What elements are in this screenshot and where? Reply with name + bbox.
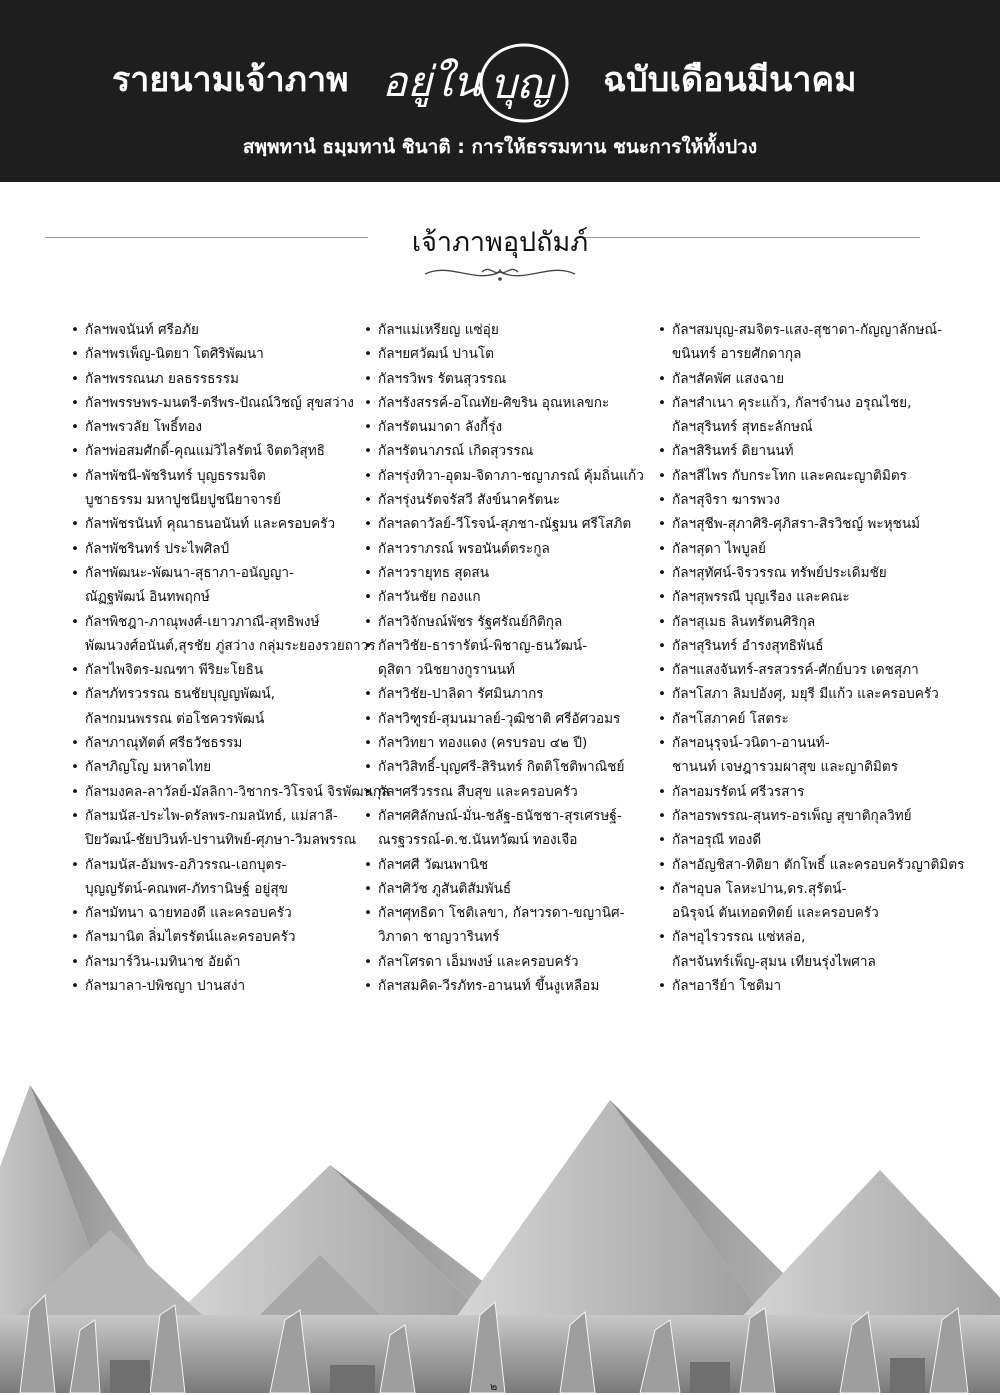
donor-entry bbox=[363, 974, 663, 998]
donor-name-line: • กัลฯพรวลัย โพธิ์ทอง bbox=[70, 415, 370, 439]
donor-name-continuation: อนิรุจน์ ตันเทอดทิตย์ และครอบครัว bbox=[672, 905, 879, 922]
donor-name-line: • กัลฯวิทยา ทองแดง (ครบรอบ ๔๒ ปี) bbox=[363, 731, 663, 755]
donor-name-line: • กัลฯวิชัย-ธารารัตน์-พิชาญ-ธนวัฒน์- bbox=[363, 634, 663, 658]
donor-entry bbox=[657, 464, 957, 488]
donor-entry bbox=[70, 561, 370, 610]
donor-entry bbox=[657, 804, 957, 828]
donor-name-line: • กัลฯพิชฎา-ภาณุพงศ์-เยาวภาณี-สุทธิพงษ์ bbox=[70, 610, 370, 634]
donor-name-line: • กัลฯสุพรรณี บุญเรือง และคณะ bbox=[657, 585, 957, 609]
donor-entry bbox=[70, 780, 390, 804]
donor-name-line: • กัลฯอุบล โลหะปาน,ดร.สุรัตน์- bbox=[657, 877, 957, 901]
pyramid-crystal-scenery bbox=[0, 1080, 1000, 1393]
donor-entry bbox=[363, 780, 663, 804]
donor-entry bbox=[363, 391, 663, 415]
donor-name-line: • กัลฯอมรรัตน์ ศรีวรสาร bbox=[657, 780, 957, 804]
donor-entry bbox=[657, 439, 957, 463]
donor-name-line: • กัลฯมาร์วิน-เมทินาช อัยด้า bbox=[70, 950, 370, 974]
donor-name-line: • กัลฯลดาวัลย์-วีโรจน์-สุภชา-ณัฐมน ศรีโสภิต bbox=[363, 512, 663, 536]
donor-entry bbox=[363, 877, 663, 901]
donor-name-line: • กัลฯรุ่งนรัตจรัสวี สังข์นาครัตนะ bbox=[363, 488, 663, 512]
donor-name-continuation: กัลฯจันทร์เพ็ญ-สุมน เทียนรุ่งไพศาล bbox=[672, 953, 876, 970]
donor-name-line: • กัลฯอรพรรณ-สุนทร-อรเพ็ญ สุขาติกุลวิทย์ bbox=[657, 804, 957, 828]
donor-name-continuation: กัลฯสุรินทร์ สุทธะลักษณ์ bbox=[672, 419, 813, 436]
donor-column-2 bbox=[363, 318, 663, 998]
donor-name-line: • กัลฯวันชัย กองแก bbox=[363, 585, 663, 609]
donor-column-3 bbox=[657, 318, 965, 998]
donor-name-line: • กัลฯโสภา ลิมปอังศุ, มยุรี มีแก้ว และครอบครัว bbox=[657, 682, 957, 706]
donor-name-line: • กัลฯวิจักษณ์พัชร รัฐศรัณย์กิติกุล bbox=[363, 610, 663, 634]
donor-name-line: • กัลฯอัญชิสา-ทิติยา ตักโพธิ์ และครอบครัวญาติมิตร bbox=[657, 853, 957, 877]
svg-text:บุญ: บุญ bbox=[490, 59, 553, 108]
donor-name-line: • กัลฯวรายุทธ สุดสน bbox=[363, 561, 663, 585]
donor-name-line: • กัลฯวิชัย-ปาลิดา รัศมินภากร bbox=[363, 682, 663, 706]
donor-name-line: • กัลฯพจนันท์ ศรีอภัย bbox=[70, 318, 370, 342]
donor-name-line: • กัลฯสมคิด-วีรภัทร-อานนท์ ขึ้นงูเหลือม bbox=[363, 974, 663, 998]
donor-name-line: • กัลฯสุจิรา ฆารพวง bbox=[657, 488, 957, 512]
donor-entry bbox=[363, 464, 663, 488]
donor-name-line: • กัลฯสิรินทร์ ดิยานนท์ bbox=[657, 439, 957, 463]
donor-name-line: • กัลฯสีไพร กับกระโทก และคณะญาติมิตร bbox=[657, 464, 957, 488]
donor-column-1 bbox=[70, 318, 390, 998]
donor-name-line: • กัลฯมนัส-ประไพ-ดรัลพร-กมลนัทธ์, แม่สาลี- bbox=[70, 804, 370, 828]
donor-entry bbox=[657, 391, 957, 440]
donor-name-line: • กัลฯภาณุทัตต์ ศรีธวัชธรรม bbox=[70, 731, 370, 755]
donor-name-line: • กัลฯรัตนมาดา ลังกี้รุ่ง bbox=[363, 415, 663, 439]
donor-entry bbox=[363, 950, 663, 974]
ornament-flourish-icon bbox=[420, 260, 580, 286]
donor-name-line: • กัลฯศศี วัฒนพานิช bbox=[363, 853, 663, 877]
donor-name-line: • กัลฯรวิพร รัตนสุวรรณ bbox=[363, 367, 663, 391]
donor-name-continuation: พัฒนวงศ์อนันต์,สุรชัย ภู่สว่าง กลุ่มระยองรวยถาวร bbox=[85, 637, 376, 654]
donor-entry bbox=[363, 804, 663, 853]
donor-entry bbox=[70, 537, 370, 561]
donor-name-line: • กัลฯโศรดา เอ็มพงษ์ และครอบครัว bbox=[363, 950, 663, 974]
donor-entry bbox=[657, 877, 957, 926]
donor-entry bbox=[657, 634, 957, 658]
donor-name-line: • กัลฯศศิลักษณ์-มั่น-ชลัฐ-ธนัชชา-สุรเศรษฐ์- bbox=[363, 804, 663, 828]
donor-name-continuation: กัลฯกมนพรรณ ต่อโชควรพัฒน์ bbox=[85, 710, 265, 727]
donor-entry bbox=[657, 585, 957, 609]
donor-name-continuation: วิภาดา ชาญวารินทร์ bbox=[378, 929, 500, 946]
donor-entry bbox=[363, 415, 663, 439]
donor-name-line: • กัลฯยศวัฒน์ ปานโต bbox=[363, 342, 663, 366]
section-title: เจ้าภาพอุปถัมภ์ bbox=[411, 227, 589, 258]
donor-name-line: • กัลฯแสงจันทร์-สรสวรรค์-ศักย์บวร เดชสุภา bbox=[657, 658, 957, 682]
donor-entry bbox=[657, 925, 957, 974]
donor-entry bbox=[363, 367, 663, 391]
donor-entry bbox=[363, 634, 663, 683]
donor-name-continuation: ดุสิตา วนิชยางกูรานนท์ bbox=[378, 662, 516, 679]
donor-name-continuation: ชานนท์ เจษฎารวมผาสุข และญาติมิตร bbox=[672, 759, 898, 776]
donor-name-line: • กัลฯพ่อสมศักดิ์-คุณแม่วิไลรัตน์ จิตตวิสุทธิ bbox=[70, 439, 370, 463]
donor-entry bbox=[363, 537, 663, 561]
donor-entry bbox=[363, 342, 663, 366]
header-title-left: รายนามเจ้าภาพ bbox=[112, 60, 349, 100]
donor-entry bbox=[70, 925, 370, 949]
donor-name-line: • กัลฯพัฒนะ-พัฒนา-สุธาภา-อนัญญา- bbox=[70, 561, 370, 585]
donor-name-line: • กัลฯพรเพ็ญ-นิตยา โตศิริพัฒนา bbox=[70, 342, 370, 366]
donor-entry bbox=[70, 415, 370, 439]
donor-entry bbox=[363, 707, 663, 731]
donor-entry bbox=[363, 901, 663, 950]
donor-name-line: • กัลฯสุดา ไพบูลย์ bbox=[657, 537, 957, 561]
donor-entry bbox=[70, 391, 370, 415]
donor-entry bbox=[657, 537, 957, 561]
donor-name-line: • กัลฯสุชีพ-สุภาศิริ-ศุภิสรา-สิรวิชญ์ พะหุชนม์ bbox=[657, 512, 957, 536]
donor-entry bbox=[657, 367, 957, 391]
donor-entry bbox=[70, 658, 370, 682]
donor-entry bbox=[363, 585, 663, 609]
donor-name-line: • กัลฯมานิต ลิ่มไตรรัตน์และครอบครัว bbox=[70, 925, 370, 949]
donor-name-line: • กัลฯสำเนา คุระแก้ว, กัลฯจำนง อรุณไชย, bbox=[657, 391, 957, 415]
donor-name-line: • กัลฯสุทัศน์-จิรวรรณ ทรัพย์ประเดิมชัย bbox=[657, 561, 957, 585]
donor-entry bbox=[657, 561, 957, 585]
donor-entry bbox=[363, 755, 663, 779]
donor-name-line: • กัลฯมาลา-ปพิชญา ปานสง่า bbox=[70, 974, 370, 998]
donor-entry bbox=[657, 682, 957, 706]
donor-entry bbox=[70, 367, 370, 391]
donor-entry bbox=[657, 828, 957, 852]
header-banner bbox=[0, 0, 1000, 182]
donor-name-line: • กัลฯพรรษพร-มนตรี-ตรีพร-ปัณณ์วิชญ์ สุขสว่าง bbox=[70, 391, 370, 415]
donor-name-line: • กัลฯภิญโญ มหาดไทย bbox=[70, 755, 370, 779]
donor-name-line: • กัลฯวราภรณ์ พรอนันต์ตระกูล bbox=[363, 537, 663, 561]
donor-name-line: • กัลฯสุรินทร์ อำรงสุทธิพันธ์ bbox=[657, 634, 957, 658]
donor-entry bbox=[70, 950, 370, 974]
donor-name-line: • กัลฯวิฑูรย์-สุมนมาลย์-วุฒิชาติ ศรีอัศวอมร bbox=[363, 707, 663, 731]
donor-entry bbox=[70, 342, 370, 366]
donor-name-line: • กัลฯไพจิตร-มณฑา พีริยะโยธิน bbox=[70, 658, 370, 682]
donor-name-line: • กัลฯพัชรนันท์ คุณาธนอนันท์ และครอบครัว bbox=[70, 512, 370, 536]
page-number: ๒ bbox=[490, 1380, 498, 1393]
donor-entry bbox=[363, 682, 663, 706]
donor-name-line: • กัลฯรุ่งทิวา-อุดม-จิดาภา-ชญาภรณ์ คุ้มถิ่นแก้ว bbox=[363, 464, 663, 488]
donor-name-line: • กัลฯศรีวรรณ สืบสุข และครอบครัว bbox=[363, 780, 663, 804]
donor-name-line: • กัลฯรังสรรค์-อโณทัย-ศิขริน อุณหเลขกะ bbox=[363, 391, 663, 415]
donor-name-continuation: บูชาธรรม มหาปูชนียปูชนียาจารย์ bbox=[85, 492, 281, 509]
donor-name-line: • กัลฯโสภาคย์ โสตระ bbox=[657, 707, 957, 731]
donor-entry bbox=[70, 974, 370, 998]
donor-name-line: • กัลฯศิวัช ภูสันติสัมพันธ์ bbox=[363, 877, 663, 901]
donor-entry bbox=[70, 464, 370, 513]
donor-name-line: • กัลฯสุเมธ ลินทรัตนศิริกุล bbox=[657, 610, 957, 634]
donor-entry bbox=[363, 439, 663, 463]
donor-entry bbox=[657, 658, 957, 682]
donor-entry bbox=[657, 318, 957, 367]
donor-entry bbox=[657, 610, 957, 634]
donor-name-line: • กัลฯสัคพัศ แสงฉาย bbox=[657, 367, 957, 391]
header-subtitle: สพฺพทานํ ธมฺมทานํ ชินาติ : การให้ธรรมทาน ชนะการให้ทั้งปวง bbox=[242, 136, 758, 158]
donor-name-line: • กัลฯอรุณี ทองดี bbox=[657, 828, 957, 852]
donor-name-line: • กัลฯมงคล-ลาวัลย์-มัลลิกา-วิชากร-วิโรจน์ จิรพัฒนกุล bbox=[70, 780, 370, 804]
donor-name-continuation: ปิยวัฒน์-ชัยปวินท์-ปรานทิพย์-ศุภษา-วิมลพรรณ bbox=[85, 832, 357, 849]
donor-name-line: • กัลฯรัตนาภรณ์ เกิดสุวรรณ bbox=[363, 439, 663, 463]
donor-name-continuation: ณรฐวรรณ์-ด.ช.นันทวัฒน์ ทองเจือ bbox=[378, 832, 578, 849]
donor-entry bbox=[657, 853, 965, 877]
donor-entry bbox=[657, 731, 957, 780]
donor-name-line: • กัลฯมัทนา ฉายทองดี และครอบครัว bbox=[70, 901, 370, 925]
donor-entry bbox=[70, 901, 370, 925]
donor-name-line: • กัลฯวิสิทธิ์-บุญศรี-สิรินทร์ กิตติโชติพาณิชย์ bbox=[363, 755, 663, 779]
donor-entry bbox=[363, 853, 663, 877]
donor-entry bbox=[70, 512, 370, 536]
donor-name-line: • กัลฯสมบุญ-สมจิตร-แสง-สุชาดา-กัญญาลักษณ์- bbox=[657, 318, 957, 342]
donor-entry bbox=[70, 682, 370, 731]
donor-name-line: • กัลฯอารีย์า โชติมา bbox=[657, 974, 957, 998]
donor-entry bbox=[657, 780, 957, 804]
donor-entry bbox=[70, 318, 370, 342]
donor-entry bbox=[70, 439, 370, 463]
donor-name-line: • กัลฯอุไรวรรณ แซ่หล่อ, bbox=[657, 925, 957, 949]
donor-entry bbox=[70, 731, 370, 755]
donor-name-continuation: ขนินทร์ อารยศักดากุล bbox=[672, 346, 802, 363]
donor-entry bbox=[657, 974, 957, 998]
donor-entry bbox=[363, 488, 663, 512]
donor-entry bbox=[363, 610, 663, 634]
donor-entry bbox=[363, 561, 663, 585]
donor-name-continuation: ณัฏฐพัฒน์ อินทพฤกษ์ bbox=[85, 589, 210, 606]
donor-name-line: • กัลฯพรรณนภ ยลธรรธรรม bbox=[70, 367, 370, 391]
donor-entry bbox=[657, 512, 957, 536]
donor-entry bbox=[70, 610, 376, 659]
donor-entry bbox=[657, 707, 957, 731]
donor-name-line: • กัลฯภัทรวรรณ ธนชัยบุญญพัฒน์, bbox=[70, 682, 370, 706]
donor-entry bbox=[657, 488, 957, 512]
donor-name-line: • กัลฯแม่เหรียญ แซ่อุ่ย bbox=[363, 318, 663, 342]
donor-name-line: • กัลฯพัชรินทร์ ประไพศิลป์ bbox=[70, 537, 370, 561]
donor-entry bbox=[70, 804, 370, 853]
donor-entry bbox=[70, 853, 370, 902]
svg-text:อยู่ใน: อยู่ใน bbox=[382, 57, 482, 106]
donor-name-line: • กัลฯอนุรุจน์-วนิดา-อานนท์- bbox=[657, 731, 957, 755]
header-title-right: ฉบับเดือนมีนาคม bbox=[603, 60, 857, 100]
donor-entry bbox=[363, 512, 663, 536]
magazine-logo bbox=[372, 38, 587, 128]
donor-name-continuation: บุญญรัตน์-คณพศ-ภัทรานิษฐ์ อยู่สุข bbox=[85, 880, 288, 897]
donor-name-line: • กัลฯศุทธิดา โชติเลขา, กัลฯวรดา-ขญานิศ- bbox=[363, 901, 663, 925]
donor-name-line: • กัลฯพัชนี-พัชรินทร์ บุญธรรมจิต bbox=[70, 464, 370, 488]
donor-entry bbox=[363, 731, 663, 755]
donor-entry bbox=[70, 755, 370, 779]
donor-entry bbox=[363, 318, 663, 342]
donor-name-line: • กัลฯมนัส-อัมพร-อภิวรรณ-เอกบุตร- bbox=[70, 853, 370, 877]
